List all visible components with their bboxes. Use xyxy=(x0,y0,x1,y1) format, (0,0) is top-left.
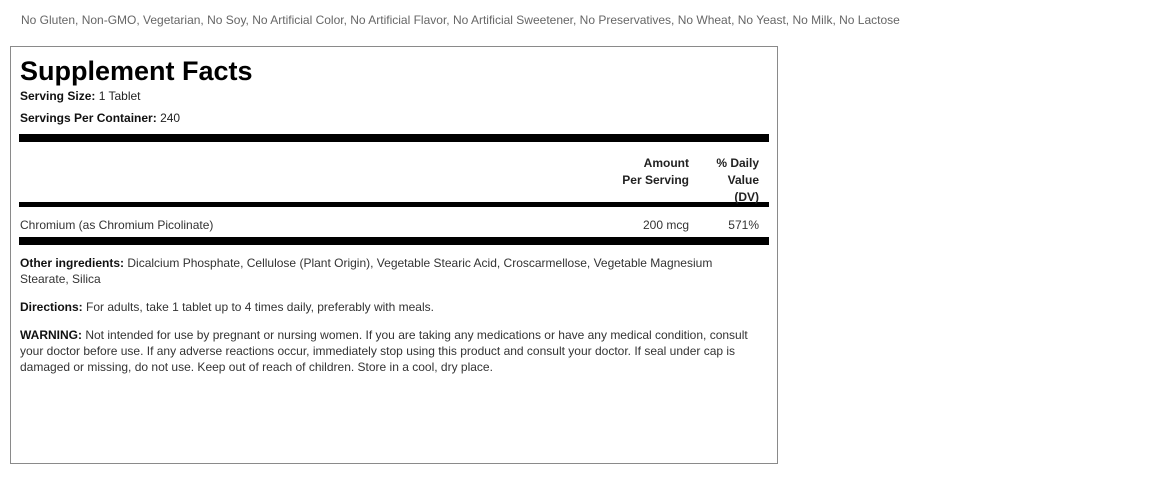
amount-header-line2: Per Serving xyxy=(622,173,689,187)
warning-text: Not intended for use by pregnant or nursing women. If you are taking any medications or have any medical condition, consult your doctor before use. If any adverse reactions occur, immediately stop using this product and consult your doctor. If seal under cap is damaged or missing, do not use. Keep out of reach of children. Store in a cool, dry place. xyxy=(20,328,748,374)
serving-size-label: Serving Size: xyxy=(20,89,96,103)
other-ingredients xyxy=(20,255,760,287)
servings-per-container-value: 240 xyxy=(160,111,181,125)
other-ingredients-label: Other ingredients: xyxy=(20,256,125,270)
serving-size xyxy=(20,89,769,104)
amount-header-line1: Amount xyxy=(643,156,689,170)
directions-text: For adults, take 1 tablet up to 4 times daily, preferably with meals. xyxy=(86,300,434,314)
bottom-divider xyxy=(19,237,769,245)
serving-size-value: 1 Tablet xyxy=(98,89,141,103)
nutrient-name: Chromium (as Chromium Picolinate) xyxy=(20,218,214,232)
daily-value-header xyxy=(699,155,759,206)
warning xyxy=(20,327,760,375)
supplement-facts-panel xyxy=(10,46,778,464)
amount-per-serving-header xyxy=(579,155,689,189)
nutrient-dv: 571% xyxy=(728,218,759,232)
thick-divider xyxy=(19,134,769,142)
directions xyxy=(20,299,760,315)
column-header xyxy=(19,142,769,202)
dv-header-line3: (DV) xyxy=(734,190,759,204)
warning-label: WARNING: xyxy=(20,328,82,342)
servings-per-container xyxy=(20,111,769,126)
nutrient-row xyxy=(19,207,769,237)
dietary-claims: No Gluten, Non-GMO, Vegetarian, No Soy, No Artificial Color, No Artificial Flavor, No Artificial Sweetener, No Preservatives, No Wheat, No Yeast, No Milk, No Lactose xyxy=(21,13,900,27)
directions-label: Directions: xyxy=(20,300,83,314)
servings-per-container-label: Servings Per Container: xyxy=(20,111,157,125)
dv-header-line2: Value xyxy=(727,173,759,187)
other-ingredients-text: Dicalcium Phosphate, Cellulose (Plant Origin), Vegetable Stearic Acid, Croscarmellose, Vegetable Magnesium Stearate, Silica xyxy=(20,256,713,286)
dv-header-line1: % Daily xyxy=(716,156,759,170)
nutrient-amount: 200 mcg xyxy=(642,218,689,232)
panel-title: Supplement Facts xyxy=(20,56,253,86)
